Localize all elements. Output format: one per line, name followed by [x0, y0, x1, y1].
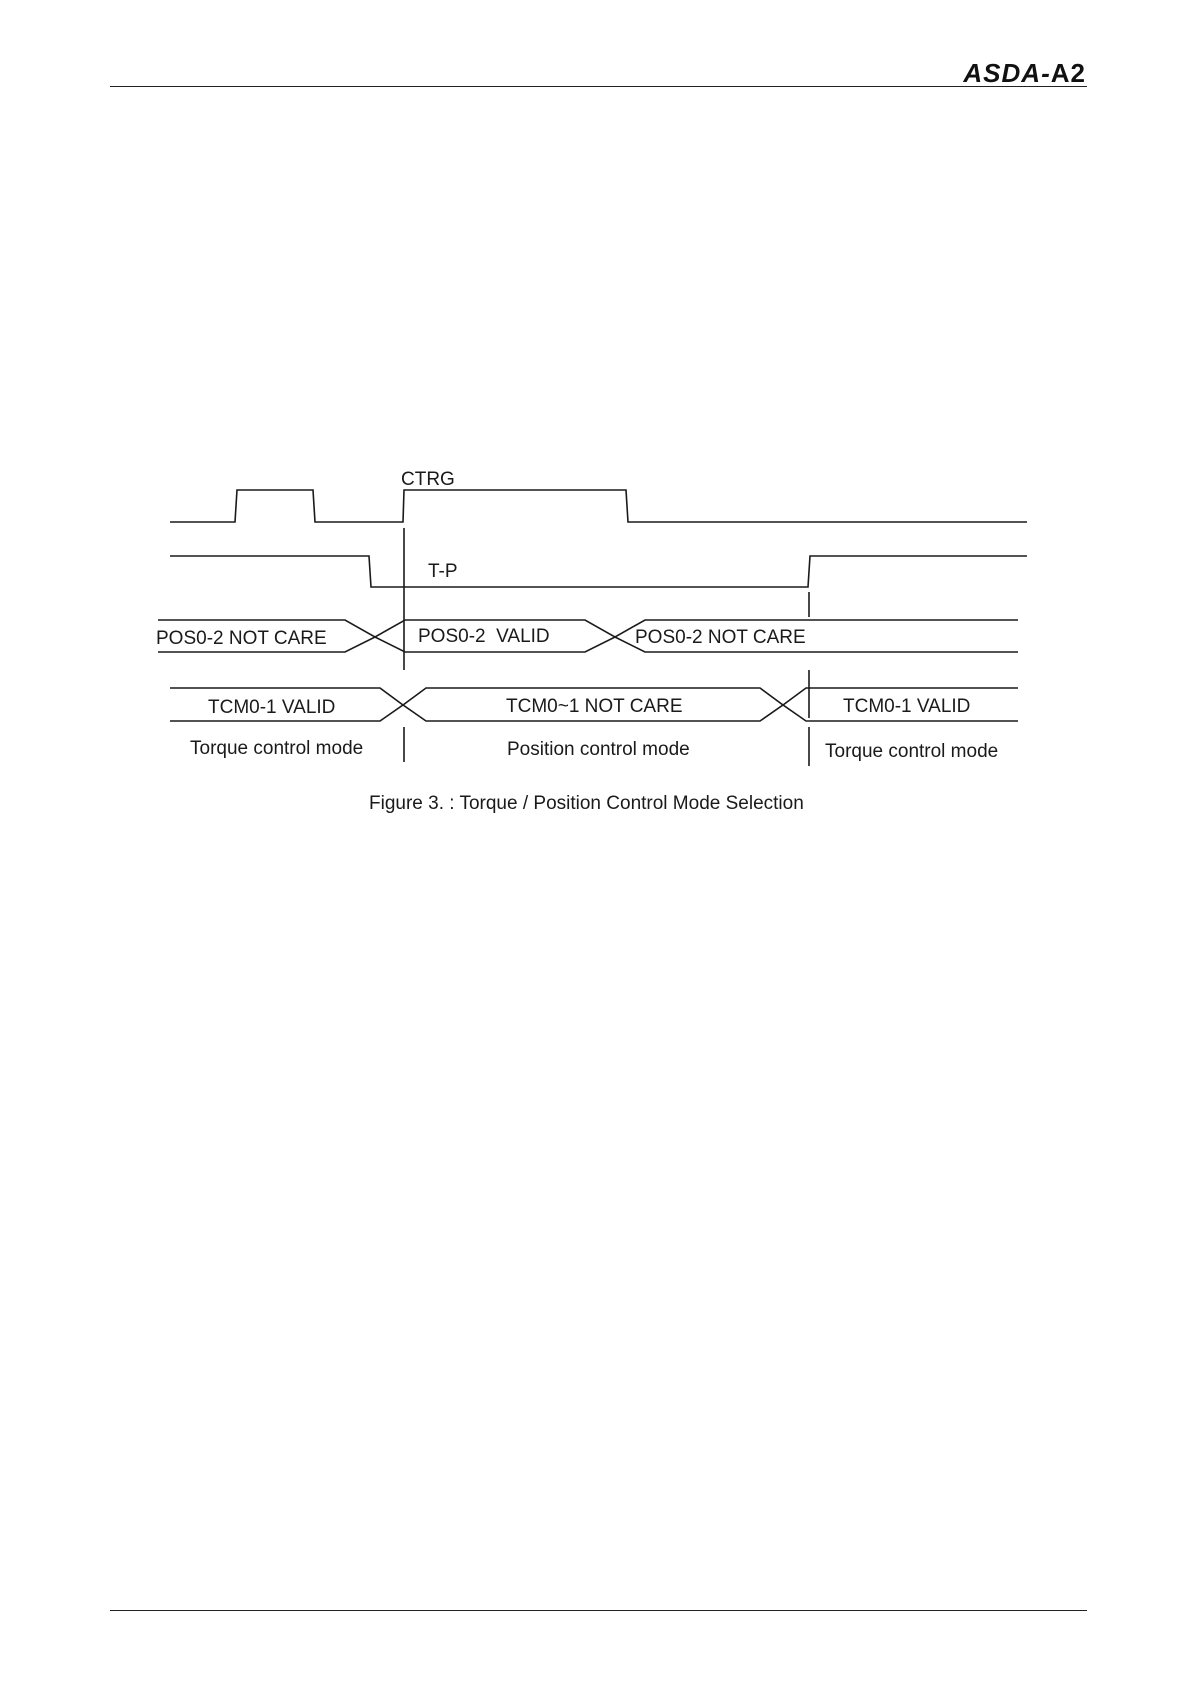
mode-label-right: Torque control mode	[825, 741, 999, 762]
tp-label: T-P	[428, 561, 458, 582]
pos-bus-label-right: POS0-2 NOT CARE	[635, 627, 806, 648]
tcm-bus-label-middle: TCM0~1 NOT CARE	[506, 696, 683, 717]
footer-rule	[110, 1610, 1087, 1611]
pos-bus-label-middle: POS0-2 VALID	[418, 626, 550, 647]
tcm-bus-label-left: TCM0-1 VALID	[208, 697, 336, 718]
tp-waveform	[170, 556, 1027, 587]
ctrg-label: CTRG	[401, 469, 455, 490]
brand-suffix: A2	[1050, 58, 1086, 88]
brand-prefix: ASDA-	[963, 58, 1051, 88]
ctrg-waveform	[170, 490, 1027, 522]
pos-bus-label-left: POS0-2 NOT CARE	[156, 628, 327, 649]
tcm-bus-label-right: TCM0-1 VALID	[843, 696, 971, 717]
figure-caption: Figure 3. : Torque / Position Control Mode Selection	[369, 793, 804, 814]
mode-label-left: Torque control mode	[190, 738, 364, 759]
mode-label-middle: Position control mode	[507, 739, 690, 760]
